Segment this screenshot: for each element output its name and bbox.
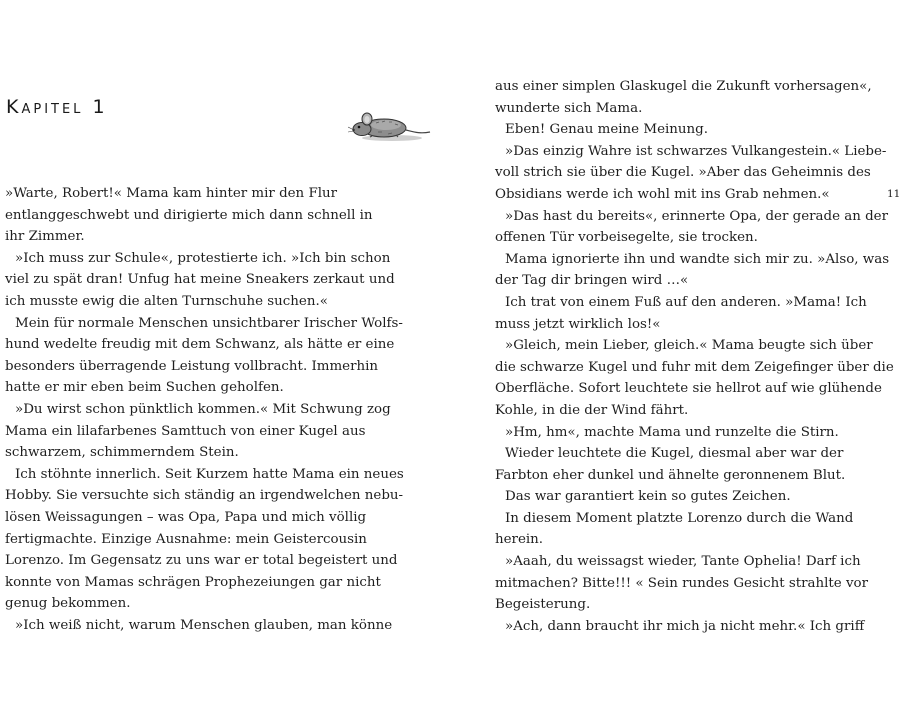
text-line: konnte von Mamas schrägen Prophezeiungen gar nicht [5, 574, 381, 590]
text-line: muss jetzt wirklich los!« [495, 316, 661, 332]
text-line: aus einer simplen Glaskugel die Zukunft vorhersagen«, [495, 79, 872, 94]
text-line: Mama ignorierte ihn und wandte sich mir zu. »Also, was [505, 251, 890, 267]
text-line: Farbton eher dunkel und ähnelte geronnenem Blut. [495, 467, 846, 483]
text-line: der Tag dir bringen wird …« [495, 273, 689, 289]
text-line: die schwarze Kugel und fuhr mit dem Zeigefinger über die [495, 359, 894, 375]
text-line: Oberfläche. Sofort leuchtete sie hellrot auf wie glühende [495, 381, 882, 397]
text-line: offenen Tür vorbeisegelte, sie trocken. [495, 230, 758, 246]
text-line: »Das hast du bereits«, erinnerte Opa, der gerade an der [505, 208, 889, 224]
text-line: »Du wirst schon pünktlich kommen.« Mit Schwung zog [15, 401, 391, 417]
text-line: viel zu spät dran! Unfug hat meine Sneakers zerkaut und [5, 272, 395, 288]
text-line: Das war garantiert kein so gutes Zeichen. [505, 489, 791, 505]
text-line: besonders überragende Leistung vollbracht. Immerhin [5, 358, 378, 374]
text-line: lösen Weissagungen – was Opa, Papa und mich völlig [5, 509, 367, 525]
text-line: In diesem Moment platzte Lorenzo durch die Wand [505, 510, 854, 526]
text-line: schwarzem, schimmerndem Stein. [5, 445, 239, 461]
text-line: wunderte sich Mama. [495, 100, 643, 116]
text-line: Ich stöhnte innerlich. Seit Kurzem hatte Mama ein neues [15, 466, 404, 482]
text-line: Mein für normale Menschen unsichtbarer Irischer Wolfs- [15, 315, 403, 331]
text-line: Mama ein lilafarbenes Samttuch von einer Kugel aus [5, 423, 366, 439]
text-line: »Aaah, du weissagst wieder, Tante Ophelia! Darf ich [505, 554, 861, 570]
text-line: »Ich weiß nicht, warum Menschen glauben, man könne [15, 617, 393, 633]
text-line: Eben! Genau meine Meinung. [505, 122, 708, 138]
text-line: Obsidians werde ich wohl mit ins Grab nehmen.« [495, 186, 830, 202]
left-page-text [5, 183, 404, 636]
text-line: hund wedelte freudig mit dem Schwanz, als hätte er eine [5, 337, 395, 353]
text-line: fertigmachte. Einzige Ausnahme: mein Geistercousin [5, 531, 367, 547]
text-line: entlanggeschwebt und dirigierte mich dann schnell in [5, 207, 373, 223]
text-line: hatte er mir eben beim Suchen geholfen. [5, 380, 284, 396]
text-line: Lorenzo. Im Gegensatz zu uns war er total begeistert und [5, 553, 398, 569]
mouse-illustration [348, 108, 432, 142]
text-line: »Warte, Robert!« Mama kam hinter mir den Flur [5, 186, 338, 201]
text-line: »Gleich, mein Lieber, gleich.« Mama beugte sich über [505, 338, 873, 354]
chapter-title: Kapitel 1 [6, 96, 108, 118]
text-line: Kohle, in die der Wind fährt. [495, 402, 689, 418]
text-line: »Ich muss zur Schule«, protestierte ich. »Ich bin schon [15, 250, 391, 266]
text-line: ich musste ewig die alten Turnschuhe suchen.« [5, 293, 328, 309]
text-line: voll strich sie über die Kugel. »Aber das Geheimnis des [495, 165, 871, 181]
text-line: ihr Zimmer. [5, 229, 85, 245]
text-line: herein. [495, 532, 544, 548]
text-line: mitmachen? Bitte!!! « Sein rundes Gesicht strahlte vor [495, 575, 869, 591]
page-number: 11 [887, 188, 901, 200]
text-line: »Hm, hm«, machte Mama und runzelte die Stirn. [505, 424, 839, 440]
text-line: genug bekommen. [5, 596, 131, 612]
text-line: Wieder leuchtete die Kugel, diesmal aber war der [505, 446, 844, 462]
text-line: Hobby. Sie versuchte sich ständig an irgendwelchen nebu- [5, 488, 404, 504]
text-line: »Das einzig Wahre ist schwarzes Vulkangestein.« Liebe- [505, 143, 887, 159]
text-line: Ich trat von einem Fuß auf den anderen. »Mama! Ich [505, 294, 867, 310]
text-line: »Ach, dann braucht ihr mich ja nicht mehr.« Ich griff [505, 618, 865, 634]
text-line: Begeisterung. [495, 597, 591, 613]
